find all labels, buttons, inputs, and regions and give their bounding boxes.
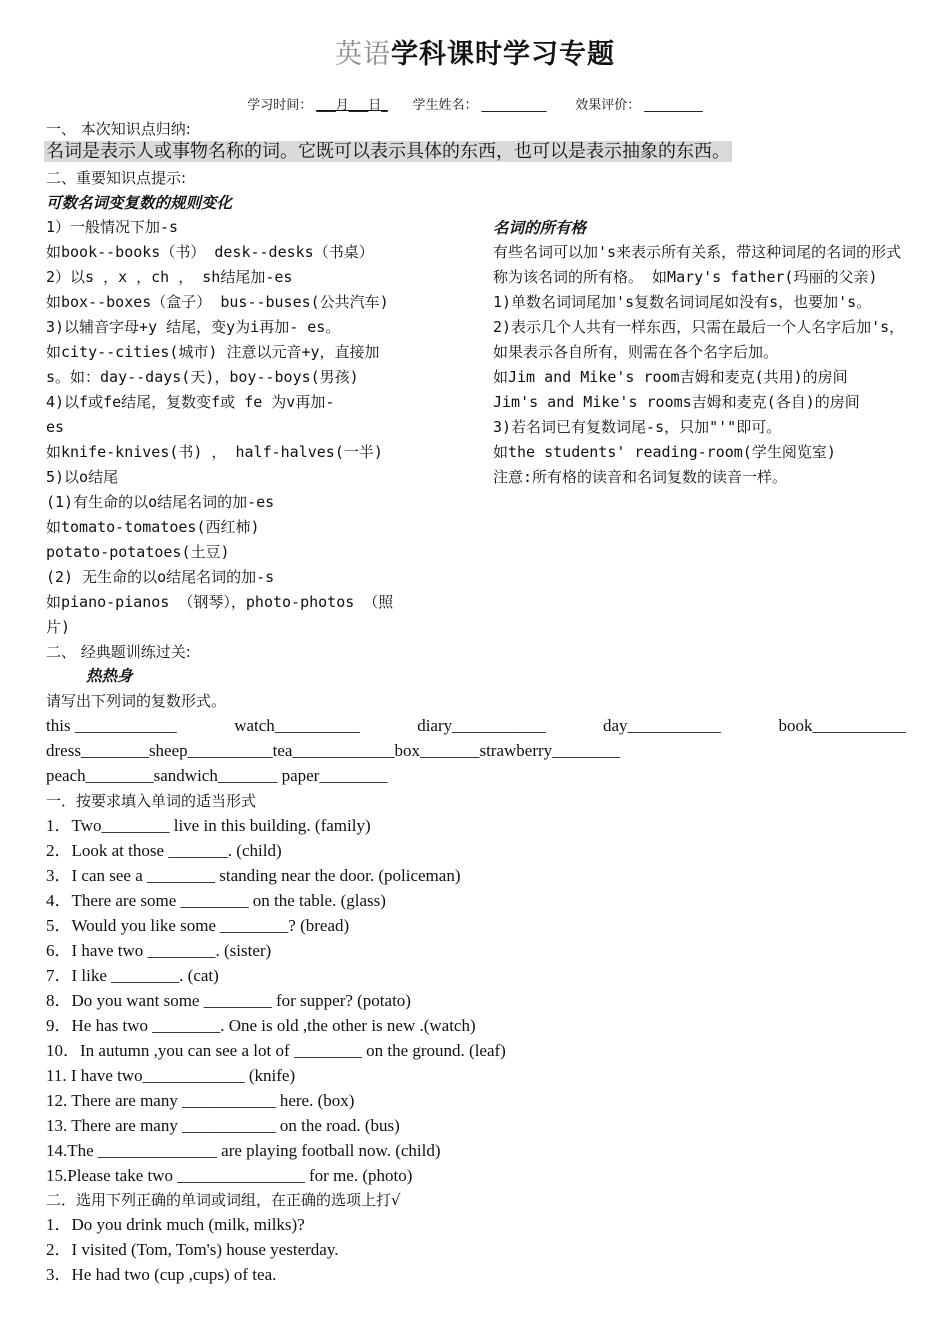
time-value[interactable]: ___月___日_: [316, 98, 388, 113]
noun-definition: [44, 141, 732, 163]
section3-heading: 二、 经典题训练过关:: [46, 643, 191, 661]
meta-row: [0, 94, 950, 113]
rule-line: potato-potatoes(土豆): [46, 543, 230, 561]
plural-blank[interactable]: this ____________: [46, 716, 177, 735]
exercise-item[interactable]: 12. There are many ___________ here. (box): [46, 1091, 355, 1110]
possessive-line: 3)若名词已有复数词尾-s，只加"'"即可。: [493, 418, 782, 436]
left-title: 可数名词变复数的规则变化: [46, 194, 233, 212]
exercise-item[interactable]: 2．Look at those _______. (child): [46, 841, 282, 860]
exercise-item[interactable]: 1．Two________ live in this building. (family): [46, 816, 371, 835]
possessive-line: Jim's and Mike's rooms吉姆和麦克(各自)的房间: [493, 393, 860, 411]
choice-item[interactable]: 3．He had two (cup ,cups) of tea.: [46, 1265, 277, 1284]
rule-line: 4)以f或fe结尾，复数变f或 fe 为v再加-: [46, 393, 335, 411]
rule-line: es: [46, 418, 65, 436]
warmup-instruction: 请写出下列词的复数形式。: [46, 692, 227, 710]
plural-blank[interactable]: diary___________: [417, 716, 546, 735]
exercise-item[interactable]: 15.Please take two _______________ for me. (photo): [46, 1166, 413, 1185]
possessive-line: 1)单数名词词尾加's复数名词词尾如没有s，也要加's。: [493, 293, 872, 311]
rule-line: 2）以s ，x ，ch ， sh结尾加-es: [46, 268, 293, 286]
exercise-item[interactable]: 7．I like ________. (cat): [46, 966, 219, 985]
eval-blank[interactable]: _________: [644, 98, 703, 113]
possessive-line: 有些名词可以加's来表示所有关系，带这种词尾的名词的形式称为该名词的所有格。 如Mary's father(玛丽的父亲): [493, 243, 902, 286]
time-label: 学习时间：: [247, 98, 313, 113]
exercise-item[interactable]: 9．He has two ________. One is old ,the other is new .(watch): [46, 1016, 476, 1035]
exercise-item[interactable]: 11. I have two____________ (knife): [46, 1066, 296, 1085]
rule-line: 如box--boxes（盒子） bus--buses(公共汽车): [46, 293, 389, 311]
exercise-item[interactable]: 5．Would you like some ________? (bread): [46, 916, 350, 935]
rule-line: (2) 无生命的以o结尾名词的加-s: [46, 568, 275, 586]
right-title: 名词的所有格: [493, 219, 587, 237]
exercise-item[interactable]: 6．I have two ________. (sister): [46, 941, 272, 960]
rule-line: 如book--books（书） desk--desks（书桌）: [46, 243, 374, 261]
rule-line: 如city--cities(城市) 注意以元音+y，直接加: [46, 343, 380, 361]
possessive-line: 注意:所有格的读音和名词复数的读音一样。: [493, 468, 788, 486]
rule-line: 如piano-pianos （钢琴），photo-photos （照: [46, 593, 394, 611]
rule-line: (1)有生命的以o结尾名词的加-es: [46, 493, 275, 511]
rule-line: 如tomato-tomatoes(西红柿): [46, 518, 260, 536]
plural-blank[interactable]: book___________: [778, 716, 906, 735]
exercise-item[interactable]: 4．There are some ________ on the table. (glass): [46, 891, 386, 910]
plural-row-2[interactable]: dress________sheep__________tea____________box_______strawberry________: [46, 741, 621, 760]
possessive-line: 如Jim and Mike's room吉姆和麦克(共用)的房间: [493, 368, 848, 386]
name-label: 学生姓名：: [412, 98, 478, 113]
title-main: 学科课时学习专题: [391, 39, 615, 70]
exercise-item[interactable]: 8．Do you want some ________ for supper? (potato): [46, 991, 411, 1010]
exercise-item[interactable]: 13. There are many ___________ on the road. (bus): [46, 1116, 400, 1135]
exercise-item[interactable]: 10．In autumn ,you can see a lot of ________ on the ground. (leaf): [46, 1041, 506, 1060]
plural-blank[interactable]: watch__________: [234, 716, 360, 735]
plural-rules-column: [46, 215, 466, 640]
possessive-column: [493, 240, 905, 490]
rule-line: 3)以辅音字母+y 结尾，变y为i再加- es。: [46, 318, 341, 336]
section2-heading: 二、重要知识点提示:: [46, 169, 187, 187]
exercise-item[interactable]: 14.The ______________ are playing football now. (child): [46, 1141, 441, 1160]
choice-item[interactable]: 1．Do you drink much (milk, milks)?: [46, 1215, 305, 1234]
plural-blank[interactable]: day___________: [603, 716, 722, 735]
plural-row-1: [46, 715, 906, 737]
warmup-label: 热热身: [86, 667, 133, 685]
eval-label: 效果评价：: [575, 98, 641, 113]
page-title: [0, 32, 950, 71]
exercise-item[interactable]: 3．I can see a ________ standing near the door. (policeman): [46, 866, 461, 885]
choice-item[interactable]: 2．I visited (Tom, Tom's) house yesterday.: [46, 1240, 339, 1259]
rule-line: 1）一般情况下加-s: [46, 218, 179, 236]
rule-line: 片): [46, 618, 71, 636]
possessive-line: 2)表示几个人共有一样东西，只需在最后一个人名字后加's，如果表示各自所有，则需在各个名字后加。: [493, 318, 905, 361]
section1-heading: 一、 本次知识点归纳:: [46, 120, 191, 138]
possessive-line: 如the students' reading-room(学生阅览室): [493, 443, 836, 461]
highlight-text: 名词是表示人或事物名称的词。它既可以表示具体的东西，也可以是表示抽象的东西。: [46, 141, 730, 162]
rule-line: s。如：day--days(天)，boy--boys(男孩): [46, 368, 359, 386]
plural-row-3[interactable]: peach________sandwich_______ paper________: [46, 766, 388, 785]
title-subject: 英语: [335, 39, 391, 70]
exercise2-heading: 二．选用下列正确的单词或词组，在正确的选项上打√: [46, 1191, 401, 1209]
name-blank[interactable]: __________: [481, 98, 547, 113]
exercise1-heading: 一．按要求填入单词的适当形式: [46, 792, 257, 810]
rule-line: 如knife-knives(书) ， half-halves(一半): [46, 443, 383, 461]
rule-line: 5)以o结尾: [46, 468, 119, 486]
